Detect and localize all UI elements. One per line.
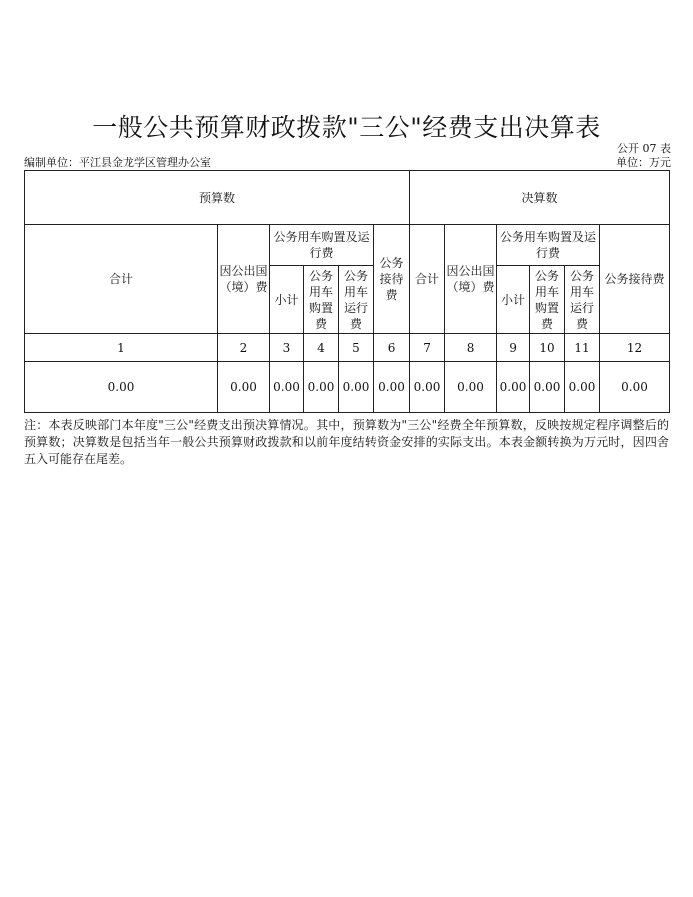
col-number: 5 — [339, 334, 374, 362]
budget-abroad-header: 因公出国（境）费 — [218, 225, 270, 334]
compiling-unit: 编制单位：平江县金龙学区管理办公室 — [24, 156, 211, 169]
budget-vehicle-header: 公务用车购置及运行费 — [270, 225, 374, 266]
budget-group-header: 预算数 — [25, 171, 410, 225]
footnote: 注：本表反映部门本年度"三公"经费支出预决算情况。其中，预算数为"三公"经费全年预算数，反映按规定程序调整后的预算数；决算数是包括当年一般公共预算财政拨款和以前年度结转资金安排的实际支出。本表金额转换为万元时，因四舍五入可能存在尾差。 — [24, 418, 669, 466]
col-number: 1 — [25, 334, 218, 362]
value-cell: 0.00 — [497, 362, 530, 413]
col-number: 7 — [410, 334, 445, 362]
col-number: 4 — [304, 334, 339, 362]
value-cell: 0.00 — [410, 362, 445, 413]
final-operation-header: 公务用车运行费 — [565, 266, 600, 334]
column-number-row — [25, 334, 670, 362]
budget-reception-header: 公务接待费 — [374, 225, 410, 334]
budget-subtotal-header: 小计 — [270, 266, 304, 334]
final-reception-header: 公务接待费 — [600, 225, 670, 334]
final-group-header: 决算数 — [410, 171, 670, 225]
value-row — [25, 362, 670, 413]
value-cell: 0.00 — [374, 362, 410, 413]
value-cell: 0.00 — [25, 362, 218, 413]
page-title: 一般公共预算财政拨款"三公"经费支出决算表 — [92, 113, 601, 142]
value-cell: 0.00 — [600, 362, 670, 413]
final-total-header: 合计 — [410, 225, 445, 334]
final-abroad-header: 因公出国（境）费 — [445, 225, 497, 334]
col-number: 3 — [270, 334, 304, 362]
budget-total-header: 合计 — [25, 225, 218, 334]
form-number: 公开 07 表 — [617, 142, 671, 155]
col-number: 10 — [530, 334, 565, 362]
final-purchase-header: 公务用车购置费 — [530, 266, 565, 334]
col-number: 6 — [374, 334, 410, 362]
col-number: 9 — [497, 334, 530, 362]
value-cell: 0.00 — [270, 362, 304, 413]
value-cell: 0.00 — [339, 362, 374, 413]
final-subtotal-header: 小计 — [497, 266, 530, 334]
value-cell: 0.00 — [218, 362, 270, 413]
value-cell: 0.00 — [530, 362, 565, 413]
col-number: 11 — [565, 334, 600, 362]
value-cell: 0.00 — [445, 362, 497, 413]
col-number: 2 — [218, 334, 270, 362]
value-cell: 0.00 — [565, 362, 600, 413]
budget-operation-header: 公务用车运行费 — [339, 266, 374, 334]
three-public-expenses-table — [24, 170, 670, 413]
currency-unit: 单位：万元 — [616, 156, 671, 169]
col-number: 12 — [600, 334, 670, 362]
budget-purchase-header: 公务用车购置费 — [304, 266, 339, 334]
col-number: 8 — [445, 334, 497, 362]
value-cell: 0.00 — [304, 362, 339, 413]
final-vehicle-header: 公务用车购置及运行费 — [497, 225, 600, 266]
